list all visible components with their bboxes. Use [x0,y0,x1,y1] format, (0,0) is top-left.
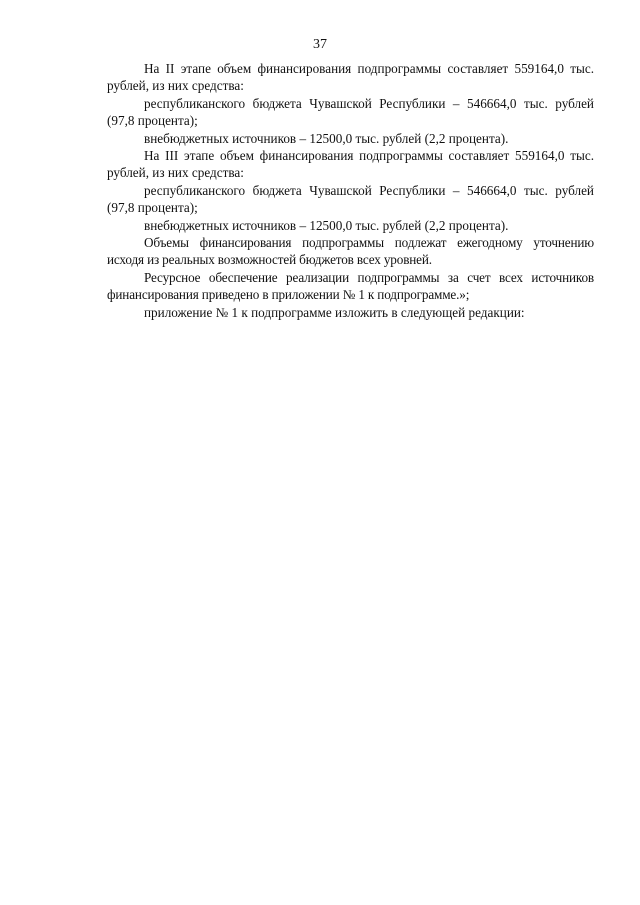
paragraph-annual-adjustment: Объемы финансирования подпрограммы подлежат ежегодному уточнению исходя из реальных возможностей бюджетов всех уровней. [107,235,594,268]
paragraph-stage-2-total: На II этапе объем финансирования подпрограммы составляет 559164,0 тыс. рублей, из них средства: [107,61,594,94]
paragraph-stage-3-extra-budgetary: внебюджетных источников – 12500,0 тыс. рублей (2,2 процента). [144,217,509,233]
paragraph-stage-2-extra-budgetary: внебюджетных источников – 12500,0 тыс. рублей (2,2 процента). [144,130,509,146]
paragraph-stage-3-total: На III этапе объем финансирования подпрограммы составляет 559164,0 тыс. рублей, из них средства: [107,148,594,181]
paragraph-stage-2-republican-budget: республиканского бюджета Чувашской Республики – 546664,0 тыс. рублей (97,8 процента); [107,95,594,129]
paragraph-stage-3-republican-budget: республиканского бюджета Чувашской Республики – 546664,0 тыс. рублей (97,8 процента); [107,182,594,216]
paragraph-resource-provision: Ресурсное обеспечение реализации подпрограммы за счет всех источников финансирования приведено в приложении № 1 к подпрограмме.»; [107,269,594,303]
page-number: 37 [313,37,327,52]
paragraph-appendix-instruction: приложение № 1 к подпрограмме изложить в следующей редакции: [144,304,525,320]
document-body [107,60,594,321]
